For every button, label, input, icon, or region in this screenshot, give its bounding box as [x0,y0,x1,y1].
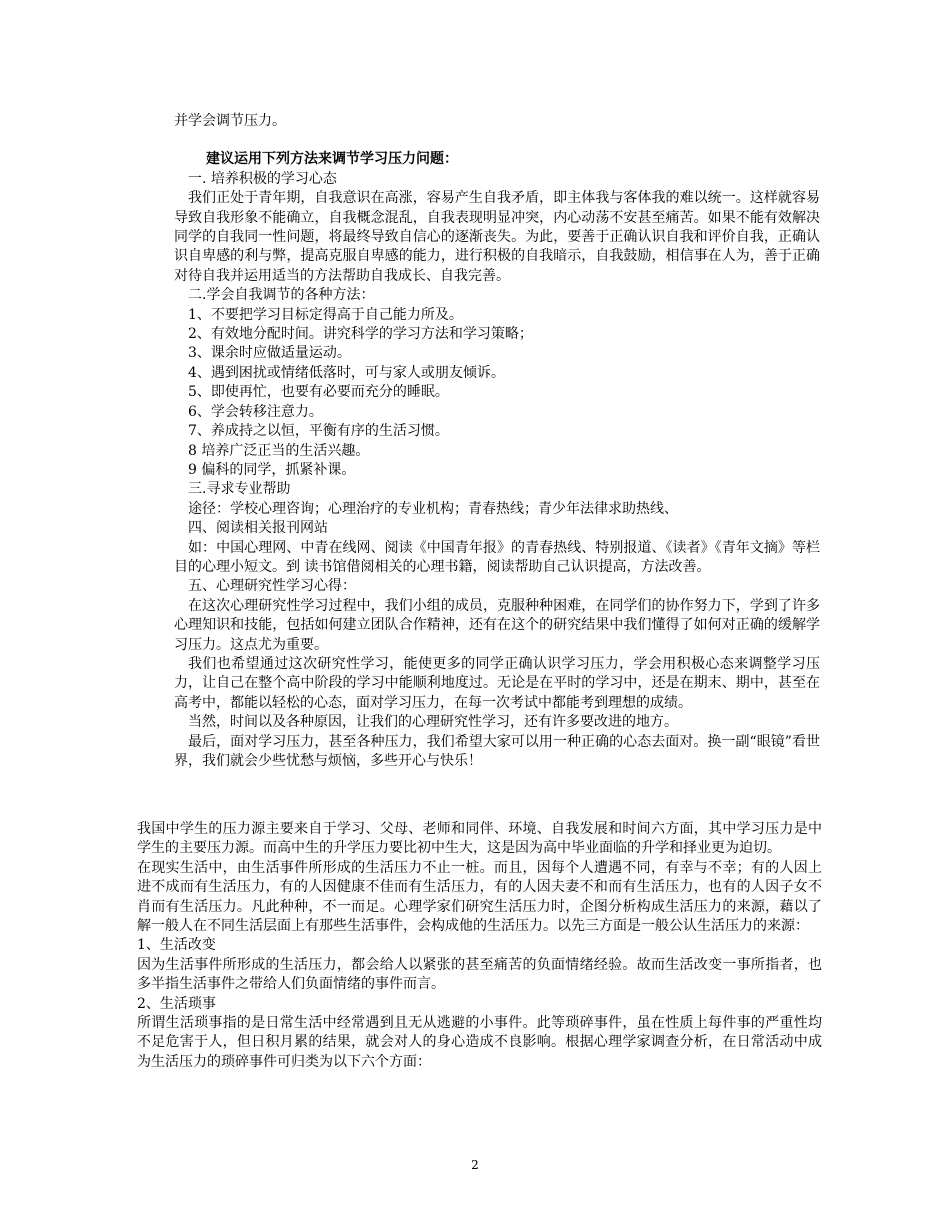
list-item: 2、有效地分配时间。讲究科学的学习方法和学习策略； [188,326,533,343]
section1-title: 一. 培养积极的学习心态 [188,170,337,187]
section1-paragraph: 我们正处于青年期，自我意识在高涨，容易产生自我矛盾，即主体我与客体我的难以统一。这样就容易导致自我形象不能确立，自我概念混乱，自我表现明显冲突，内心动荡不安甚至痛苦。如果不能有效解决同学的自我同一性问题，将最终导致自信心的逐渐丧失。为此，要善于正确认识自我和评价自我，正确认识自卑感的利与弊，提高克服自卑感的能力，进行积极的自我暗示，自我鼓励，相信事在人为，善于正确对待自我并运用适当的方法帮助自我成长、自我完善。 [174,190,820,284]
list-item: 5、即使再忙，也要有必要而充分的睡眠。 [188,384,449,401]
section5-paragraph: 当然，时间以及各种原因，让我们的心理研究性学习，还有许多要改进的地方。 [188,714,678,731]
stress-paragraph: 在现实生活中，由生活事件所形成的生活压力不止一桩。而且，因每个人遭遇不同，有幸与不幸；有的人因上进不成而有生活压力，有的人因健康不佳而有生活压力，有的人因夫妻不和而有生活压力，也有的人因子女不肖而有生活压力。凡此种种，不一而足。心理学家们研究生活压力时，企图分析构成生活压力的来源，藉以了解一般人在不同生活层面上有那些生活事件，会构成他的生活压力。以先三方面是一般公认生活压力的来源： [137,859,822,935]
section4-paragraph: 如：中国心理网、中青在线网、阅读《中国青年报》的青春热线、特别报道、《读者》《青年文摘》等栏目的心理小短文。到 读书馆借阅相关的心理书籍，阅读帮助自己认识提高，方法改善。 [174,539,820,575]
stress-paragraph: 我国中学生的压力源主要来自于学习、父母、老师和同伴、环境、自我发展和时间六方面，其中学习压力是中学生的主要压力源。而高中生的升学压力要比初中生大，这是因为高中毕业面临的升学和择业更为迫切。 [137,821,822,857]
page-number: 2 [471,1158,479,1172]
section-heading: 建议运用下列方法来调节学习压力问题： [206,151,458,168]
section5-paragraph: 在这次心理研究性学习过程中，我们小组的成员，克服种种困难，在同学们的协作努力下，学到了许多心理知识和技能，包括如何建立团队合作精神，还有在这个的研究结果中我们懂得了如何对正确的缓解学习压力。这点尤为重要。 [174,597,820,653]
subsection-title: 1、生活改变 [137,937,216,954]
list-item: 3、课余时应做适量运动。 [188,345,351,362]
subsection-title: 2、生活琐事 [137,995,216,1012]
section3-title: 三.寻求专业帮助 [188,481,291,498]
section5-title: 五、心理研究性学习心得： [188,578,356,595]
advice-section [174,112,820,771]
subsection-paragraph: 因为生活事件所形成的生活压力，都会给人以紧张的甚至痛苦的负面情绪经验。故而生活改变一事所指者，也多半指生活事件之带给人们负面情绪的事件而言。 [137,956,822,993]
stress-sources-section [137,820,822,1072]
list-item: 4、遇到困扰或情绪低落时，可与家人或朋友倾诉。 [188,364,505,381]
list-item: 9 偏科的同学，抓紧补课。 [188,461,356,478]
list-item: 6、学会转移注意力。 [188,403,323,420]
section5-paragraph: 我们也希望通过这次研究性学习，能使更多的同学正确认识学习压力，学会用积极心态来调整学习压力，让自己在整个高中阶段的学习中能顺利地度过。无论是在平时的学习中，还是在期末、期中，甚至在高考中，都能以轻松的心态，面对学习压力，在每一次考试中都能考到理想的成绩。 [174,655,820,711]
section2-title: 二.学会自我调节的各种方法： [188,287,375,304]
list-item: 8 培养广泛正当的生活兴趣。 [188,442,370,459]
intro-line: 并学会调节压力。 [174,113,286,129]
section4-title: 四、阅读相关报刊网站 [188,520,328,537]
section5-paragraph: 最后，面对学习压力，甚至各种压力，我们希望大家可以用一种正确的心态去面对。换一副“眼镜”看世界，我们就会少些忧愁与烦恼，多些开心与快乐！ [174,733,820,769]
list-item: 1、不要把学习目标定得高于自己能力所及。 [188,306,463,323]
section3-paragraph: 途径：学校心理咨询；心理治疗的专业机构；青春热线；青少年法律求助热线、 [188,500,678,517]
list-item: 7、养成持之以恒，平衡有序的生活习惯。 [188,423,449,440]
subsection-paragraph: 所谓生活琐事指的是日常生活中经常遇到且无从逃避的小事件。此等琐碎事件，虽在性质上每件事的严重性均不足危害于人，但日积月累的结果，就会对人的身心造成不良影响。根据心理学家调查分析，在日常活动中成为生活压力的琐碎事件可归类为以下六个方面： [137,1015,822,1070]
